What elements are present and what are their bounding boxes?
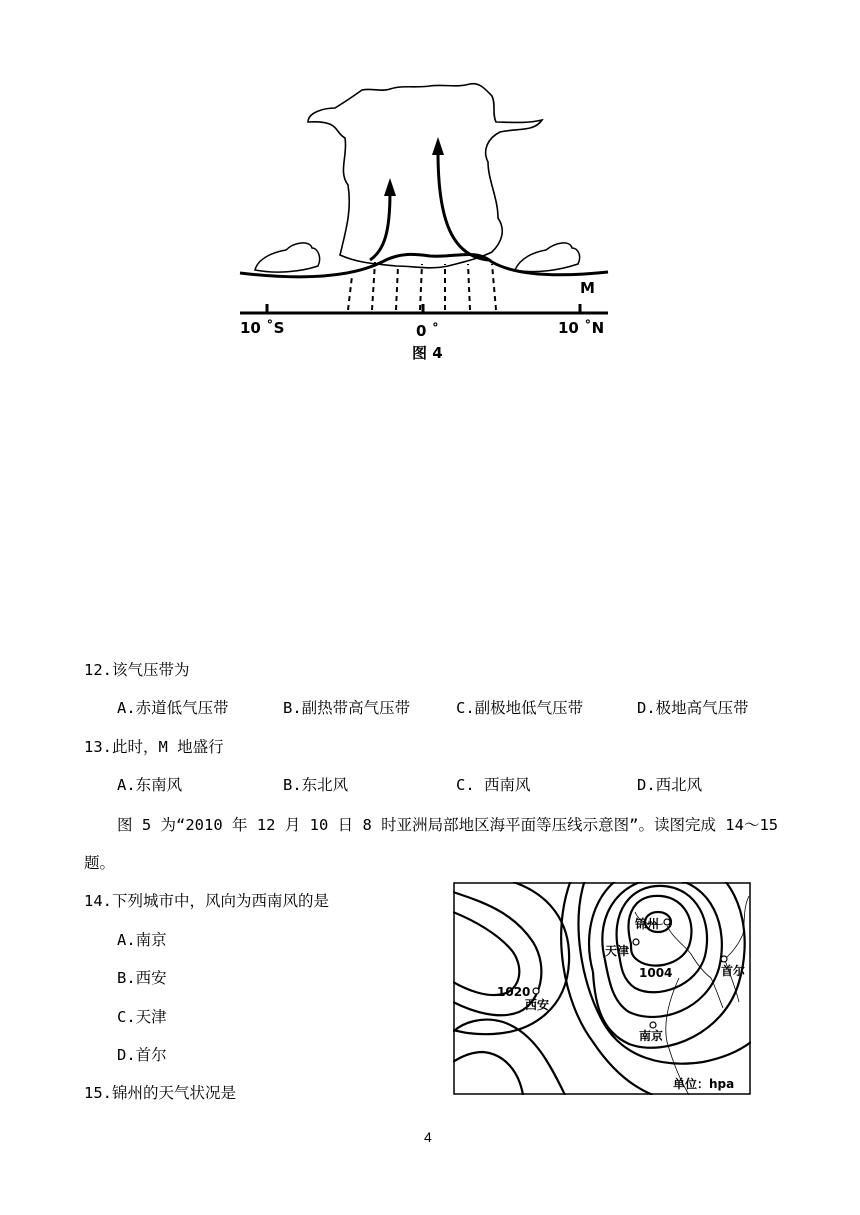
nanjing-marker [650,1022,656,1028]
q12-option-b: B.副热带高气压带 [283,699,411,717]
q14-option-d: D.首尔 [117,1046,167,1064]
q14-option-a: A.南京 [117,931,167,949]
label-nanjing: 南京 [639,1029,664,1043]
label-unit: 单位：hpa [673,1077,735,1091]
label-m: M [580,279,595,297]
q14-option-c: C.天津 [117,1008,167,1026]
label-xian: 西安 [525,998,550,1012]
label-1020: 1020 [497,985,531,999]
question-14-stem: 14.下列城市中，风向为西南风的是 [84,892,329,910]
dashed-lines [348,262,496,310]
question-12-stem: 12.该气压带为 [84,661,190,679]
figure-4-caption: 图 4 [412,344,443,362]
q14-option-b: B.西安 [117,969,167,987]
left-small-cloud [255,243,320,272]
figure-5-isobar-map [453,882,751,1095]
seoul-marker [721,956,727,962]
jinzhou-marker [664,919,670,925]
tianjin-marker [633,939,639,945]
q13-option-a: A.东南风 [117,776,183,794]
label-seoul: 首尔 [721,964,746,978]
q13-option-c: C. 西南风 [456,776,531,794]
intro-line-1: 图 5 为“2010 年 12 月 10 日 8 时亚洲局部地区海平面等压线示意图”。读图完成 14～15 [117,816,779,834]
storm-cloud [308,84,542,268]
intro-line-2: 题。 [84,854,116,872]
label-1004: 1004 [639,966,673,980]
q12-option-d: D.极地高气压带 [637,699,749,717]
q12-option-c: C.副极地低气压带 [456,699,584,717]
question-13-stem: 13.此时，M 地盛行 [84,738,224,756]
q12-option-a: A.赤道低气压带 [117,699,229,717]
q13-option-b: B.东北风 [283,776,349,794]
page-number: 4 [424,1129,432,1145]
right-small-cloud [515,243,580,272]
q13-option-d: D.西北风 [637,776,703,794]
figure-4-diagram [230,80,630,365]
label-jinzhou: 锦州 [635,917,660,931]
question-15-stem: 15.锦州的天气状况是 [84,1084,236,1102]
label-tianjin: 天津 [605,944,630,958]
label-10n: 10 ˚N [558,319,605,337]
label-0: 0 ˚ [416,322,440,340]
xian-marker [533,988,539,994]
label-10s: 10 ˚S [240,319,285,337]
